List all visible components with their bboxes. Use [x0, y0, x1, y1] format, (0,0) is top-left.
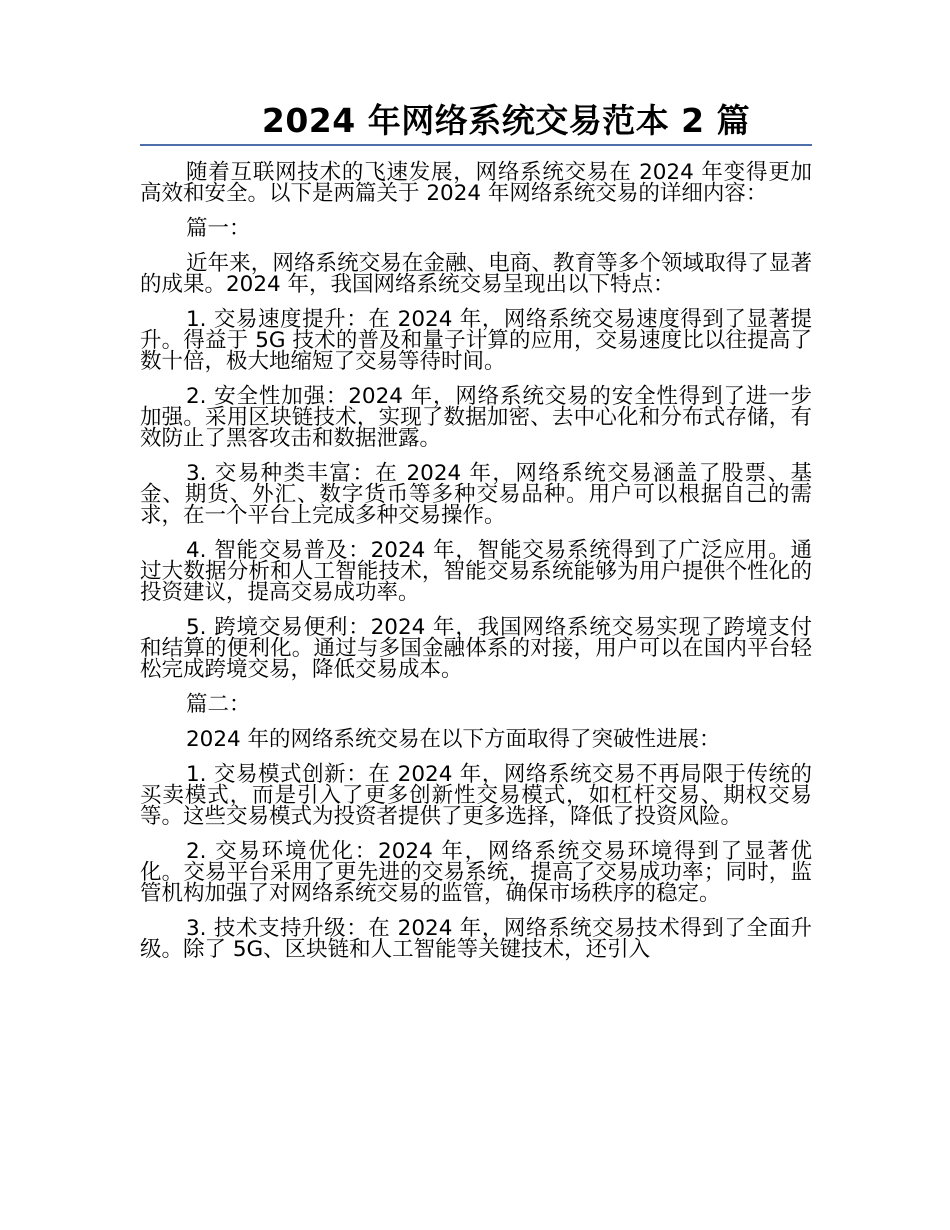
paragraph-item-variety: 3. 交易种类丰富：在 2024 年，网络系统交易涵盖了股票、基金、期货、外汇、数字货币等多种交易品种。用户可以根据自己的需求，在一个平台上完成多种交易操作。 — [140, 461, 812, 528]
section-heading-part-two: 篇二： — [186, 692, 251, 717]
paragraph-part-one-intro: 近年来，网络系统交易在金融、电商、教育等多个领域取得了显著的成果。2024 年，我国网络系统交易呈现出以下特点： — [140, 251, 812, 297]
paragraph-item-speed: 1. 交易速度提升：在 2024 年，网络系统交易速度得到了显著提升。得益于 5G 技术的普及和量子计算的应用，交易速度比以往提高了数十倍，极大地缩短了交易等待时间。 — [140, 307, 812, 374]
document-title: 2024 年网络系统交易范本 2 篇 — [140, 98, 812, 146]
paragraph-item-tech-upgrade: 3. 技术支持升级：在 2024 年，网络系统交易技术得到了全面升级。除了 5G、区块链和人工智能等关键技术，还引入 — [140, 916, 812, 962]
paragraph-item-environment: 2. 交易环境优化：2024 年，网络系统交易环境得到了显著优化。交易平台采用了更先进的交易系统，提高了交易成功率；同时，监管机构加强了对网络系统交易的监管，确保市场秩序的稳定。 — [140, 839, 812, 906]
section-heading-part-one: 篇一： — [186, 216, 251, 241]
paragraph-item-cross-border: 5. 跨境交易便利：2024 年，我国网络系统交易实现了跨境支付和结算的便利化。通过与多国金融体系的对接，用户可以在国内平台轻松完成跨境交易，降低交易成本。 — [140, 615, 812, 682]
document-page — [140, 98, 812, 974]
document-body — [140, 162, 812, 960]
paragraph-item-security: 2. 安全性加强：2024 年，网络系统交易的安全性得到了进一步加强。采用区块链技术，实现了数据加密、去中心化和分布式存储，有效防止了黑客攻击和数据泄露。 — [140, 384, 812, 451]
paragraph-item-mode-innovation: 1. 交易模式创新：在 2024 年，网络系统交易不再局限于传统的买卖模式，而是引入了更多创新性交易模式，如杠杆交易、期权交易等。这些交易模式为投资者提供了更多选择，降低了投资风险。 — [140, 762, 812, 829]
paragraph-intro: 随着互联网技术的飞速发展，网络系统交易在 2024 年变得更加高效和安全。以下是两篇关于 2024 年网络系统交易的详细内容： — [140, 160, 812, 206]
paragraph-item-smart-trading: 4. 智能交易普及：2024 年，智能交易系统得到了广泛应用。通过大数据分析和人工智能技术，智能交易系统能够为用户提供个性化的投资建议，提高交易成功率。 — [140, 538, 812, 605]
paragraph-part-two-intro: 2024 年的网络系统交易在以下方面取得了突破性进展： — [186, 727, 721, 752]
